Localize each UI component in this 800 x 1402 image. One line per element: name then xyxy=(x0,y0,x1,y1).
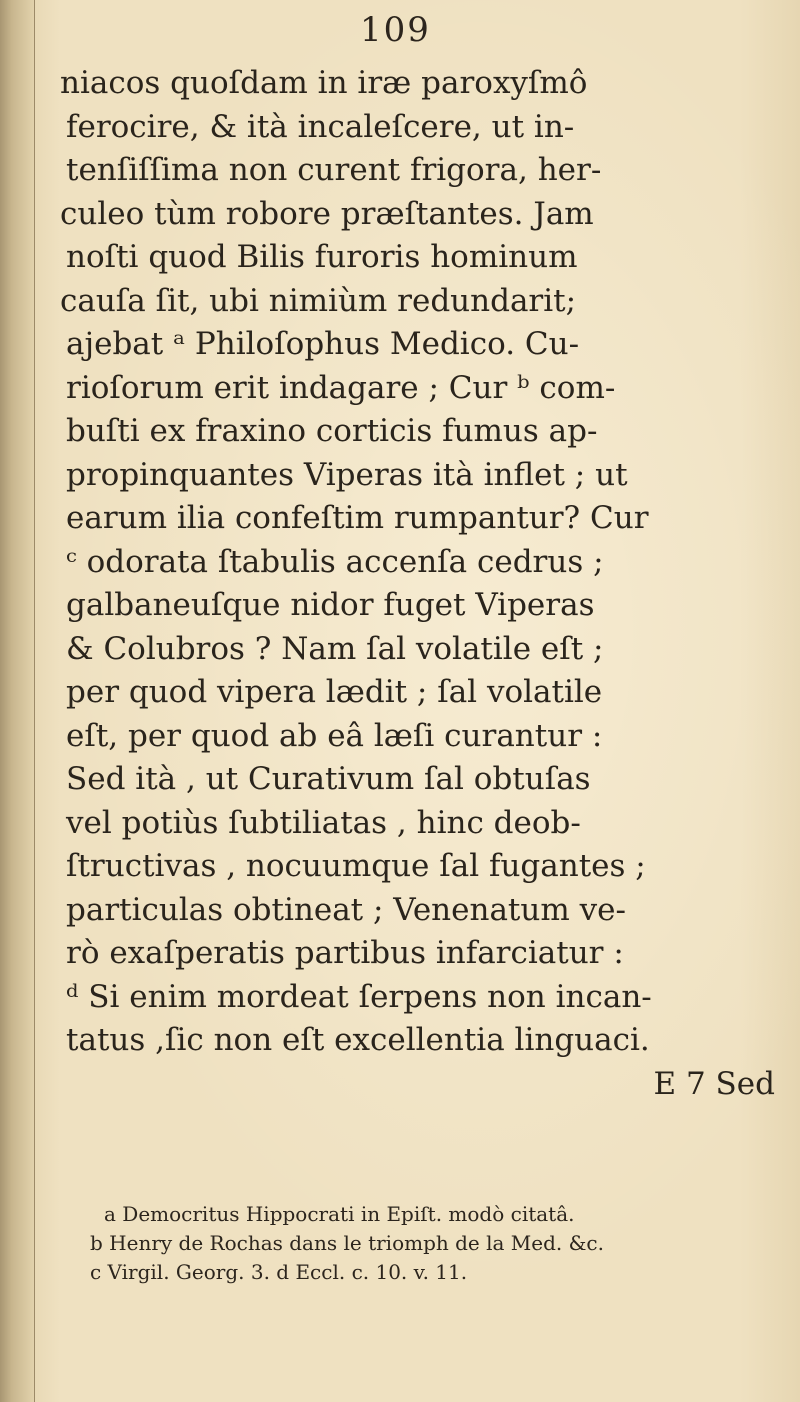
text-line: buſti ex fraxino corticis fumus ap- xyxy=(66,413,598,449)
page-gutter xyxy=(0,0,35,1402)
text-line: vel potiùs ſubtiliatas , hinc deob- xyxy=(66,804,581,841)
footnote: a Democritus Hippocrati in Epiſt. modò citatâ. xyxy=(104,1202,575,1226)
text-line: Sed ità , ut Curativum ſal obtuſas xyxy=(66,761,591,797)
text-line: ᵈ Si enim mordeat ſerpens non incan- xyxy=(66,978,652,1015)
text-line: per quod vipera lædit ; ſal volatile xyxy=(66,674,603,710)
text-line: galbaneuſque nidor fuget Viperas xyxy=(66,587,595,623)
footnotes xyxy=(90,1200,790,1287)
text-line: cauſa ſit, ubi nimiùm redundarit; xyxy=(60,282,577,319)
signature-and-catchword: E 7 Sed xyxy=(653,1065,775,1102)
text-line: noſti quod Bilis furoris hominum xyxy=(66,239,578,275)
text-line: rioſorum erit indagare ; Cur ᵇ com- xyxy=(66,369,616,406)
footnote: b Henry de Rochas dans le triomph de la Med. &c. xyxy=(90,1231,604,1255)
body-text xyxy=(60,62,785,1106)
text-line: & Colubros ? Nam ſal volatile eſt ; xyxy=(66,630,604,667)
text-line: propinquantes Viperas ità inflet ; ut xyxy=(66,456,628,493)
text-line: tenſiſſima non curent frigora, her- xyxy=(66,152,602,188)
text-line: earum ilia confeſtim rumpantur? Cur xyxy=(66,500,649,536)
text-line: eſt, per quod ab eâ læſi curantur : xyxy=(66,717,603,754)
text-line: ᶜ odorata ſtabulis accenſa cedrus ; xyxy=(66,543,604,580)
text-line: ajebat ᵃ Philoſophus Medico. Cu- xyxy=(66,326,580,362)
text-line: rò exaſperatis partibus infarciatur : xyxy=(66,935,624,971)
page-number: 109 xyxy=(360,10,431,50)
footnote: c Virgil. Georg. 3. d Eccl. c. 10. v. 11. xyxy=(90,1260,468,1284)
text-line: tatus ,ſic non eſt excellentia linguaci. xyxy=(66,1022,650,1058)
text-line: ſtructivas , nocuumque ſal fugantes ; xyxy=(66,848,646,884)
text-line: ferocire, & ità incaleſcere, ut in- xyxy=(66,108,575,145)
text-line: niacos quoſdam in iræ paroxyſmô xyxy=(60,65,588,101)
text-line: culeo tùm robore præſtantes. Jam xyxy=(60,195,594,232)
text-line: particulas obtineat ; Venenatum ve- xyxy=(66,891,626,928)
